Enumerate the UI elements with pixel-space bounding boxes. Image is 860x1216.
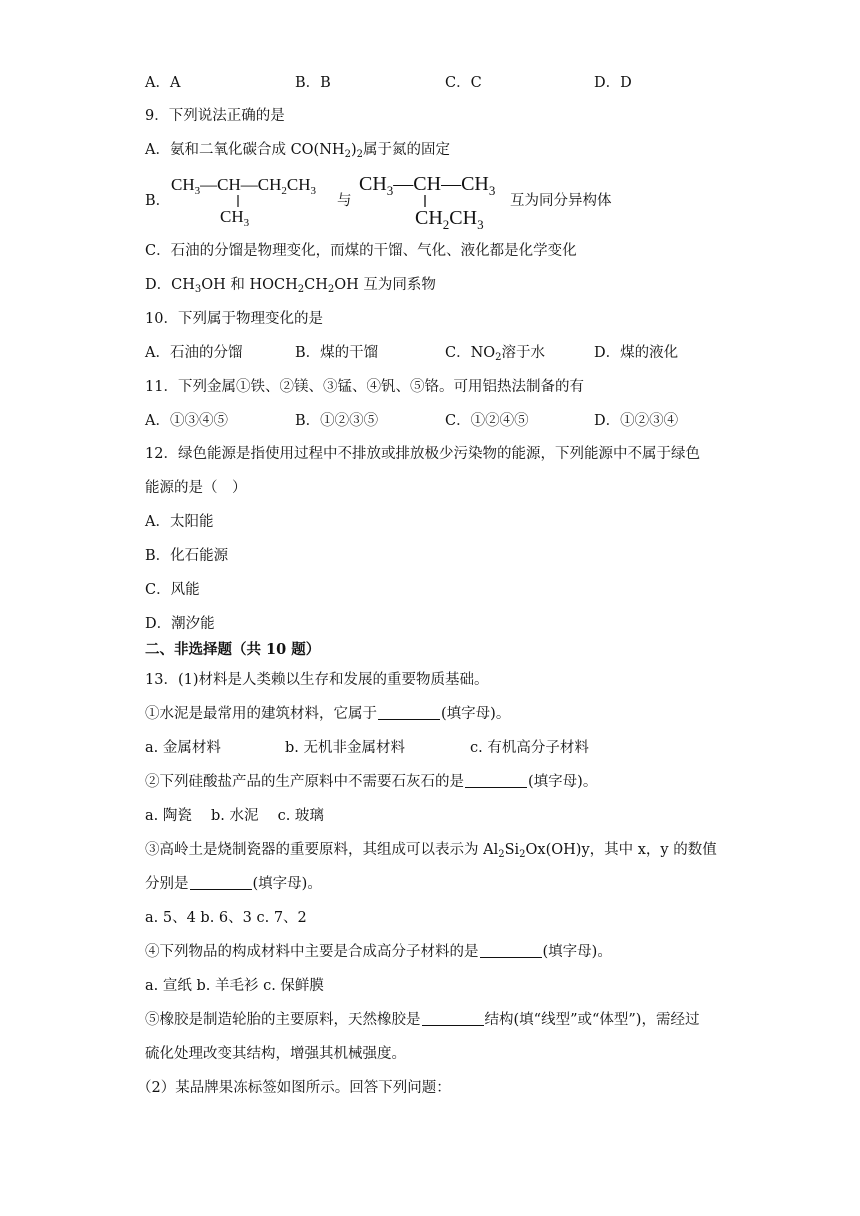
q9-option-c: C．石油的分馏是物理变化，而煤的干馏、气化、液化都是化学变化 [145,243,577,259]
q8-option-a: A．A [145,75,181,91]
q12-option-d: D．潮汐能 [145,616,215,632]
mol2-branch-atom: CH [449,207,478,229]
q10-stem: 10．下列属于物理变化的是 [145,311,323,327]
mol2-atom: —CH—CH [393,173,489,195]
q9-option-a: A．氨和二氧化碳合成 $CO(NH_2)_2$属于氮的固定 [145,142,450,160]
q13-part4: ④下列物品的构成材料中主要是合成高分子材料的是 (填字母)。 [145,944,612,960]
q13-part3-line2: 分别是 (填字母)。 [145,876,322,892]
q8-option-b: B．B [295,75,331,91]
q9-option-d: D．$CH_3OH$ 和 $HOCH_2CH_2OH$ 互为同系物 [145,277,436,295]
q13-p1-option-c: c. 有机高分子材料 [470,740,589,756]
q11-option-a: A．①③④⑤ [145,413,228,429]
q13-part2: ②下列硅酸盐产品的生产原料中不需要石灰石的是 (填字母)。 [145,774,598,790]
q13-p1-option-b: b. 无机非金属材料 [285,740,405,756]
q9-stem: 9．下列说法正确的是 [145,108,285,124]
q9-molecule-2 [357,166,507,234]
mol1-sub: 2 [281,185,287,197]
q10-option-b: B．煤的干馏 [295,345,379,361]
q13-p3-options: a. 5、4 b. 6、3 c. 7、2 [145,910,307,926]
mol2-sub: 3 [386,183,394,198]
q10-option-d: D．煤的液化 [594,345,679,361]
answer-blank [422,1011,484,1026]
mol1-atom: CH [286,175,311,194]
q13-part5-line2: 硫化处理改变其结构，增强其机械强度。 [145,1046,406,1062]
mol2-sub: 3 [488,183,496,198]
q13-p4-options: a. 宣纸 b. 羊毛衫 c. 保鲜膜 [145,978,324,994]
q11-option-c: C．①②④⑤ [445,413,529,429]
mol2-branch-sub: 2 [442,217,450,232]
mol1-atom: —CH—CH [200,175,282,194]
q12-stem-line2: 能源的是（ ） [145,480,247,496]
svg-text:CH3 [220,207,250,229]
answer-blank [190,875,252,890]
mol1-branch-sub: 3 [243,217,250,229]
mol2-branch-sub: 3 [477,217,484,232]
mol2-atom: CH [359,173,387,195]
q9-option-b-tail: 互为同分异构体 [510,193,612,209]
q13-p1-option-a: a. 金属材料 [145,740,221,756]
section-heading: 二、非选择题（共 10 题） [145,641,321,658]
q12-stem-line1: 12．绿色能源是指使用过程中不排放或排放极少污染物的能源，下列能源中不属于绿色 [145,446,700,462]
mol1-atom: CH [171,175,195,194]
q9-molecule-1 [168,168,338,232]
q12-option-b: B．化石能源 [145,548,229,564]
mol2-branch-atom: CH [415,207,443,229]
answer-blank [378,705,440,720]
q8-option-d: D．D [594,75,632,91]
q13-part3: ③高岭土是烧制瓷器的重要原料，其组成可以表示为 $Al_2Si_2Ox(OH)y$，其中 x，y 的数值 [145,842,717,860]
mol1-sub: 3 [194,185,201,197]
mol1-sub: 3 [310,185,316,197]
svg-text:CH3—CH—CH2CH3 [171,175,316,197]
answer-blank [480,943,542,958]
q11-stem: 11．下列金属①铁、②镁、③锰、④钒、⑤铬。可用铝热法制备的有 [145,379,584,395]
q13-subquestion-2: （2）某品牌果冻标签如图所示。回答下列问题： [137,1080,451,1096]
q13-part5: ⑤橡胶是制造轮胎的主要原料，天然橡胶是 结构(填“线型”或“体型”)，需经过 [145,1012,700,1028]
q12-option-c: C．风能 [145,582,200,598]
q13-intro: 13．(1)材料是人类赖以生存和发展的重要物质基础。 [145,672,489,688]
q8-option-c: C．C [445,75,482,91]
q13-p2-options: a. 陶瓷 b. 水泥 c. 玻璃 [145,808,324,824]
svg-text:CH2CH3 [415,207,484,232]
q10-option-c: C．$NO_2$溶于水 [445,345,546,363]
q10-option-a: A．石油的分馏 [145,345,243,361]
q9-join-word: 与 [337,193,352,209]
q12-option-a: A．太阳能 [145,514,214,530]
q11-option-b: B．①②③⑤ [295,413,379,429]
svg-text:CH3—CH—CH3 [359,173,495,198]
q9-option-b-label: B． [145,193,171,209]
answer-blank [465,773,527,788]
q13-part1: ①水泥是最常用的建筑材料，它属于 (填字母)。 [145,706,511,722]
q11-option-d: D．①②③④ [594,413,679,429]
mol1-branch-atom: CH [220,207,244,226]
